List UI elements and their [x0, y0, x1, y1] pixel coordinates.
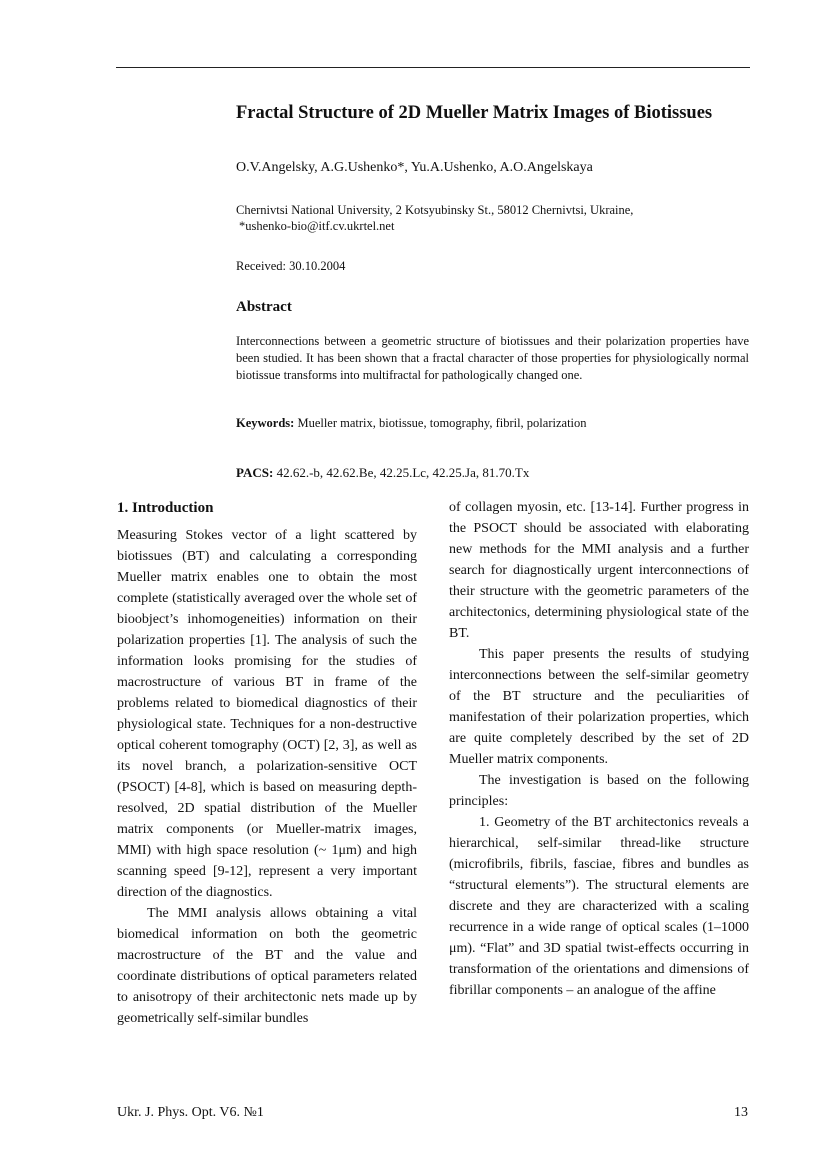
keywords-text: Mueller matrix, biotissue, tomography, fibril, polarization	[294, 416, 587, 430]
header-rule	[116, 67, 750, 68]
paper-title: Fractal Structure of 2D Mueller Matrix Images of Biotissues	[236, 103, 713, 123]
intro-paragraph-3: This paper presents the results of studying interconnections between the self-similar geometry of the BT structure and the peculiarities of manifestation of their polarization properties, which are quite completely described by the set of 2D Mueller matrix components.	[449, 647, 749, 767]
journal-citation: Ukr. J. Phys. Opt. V6. №1	[117, 1105, 264, 1120]
author-list: O.V.Angelsky, A.G.Ushenko*, Yu.A.Ushenko, A.O.Angelskaya	[236, 160, 593, 175]
intro-paragraph-2: The MMI analysis allows obtaining a vital biomedical information on both the geometric macrostructure of the BT and the value and coordinate distributions of optical parameters related to anisotropy of their architectonic nets made up by geometrically self-similar bundles	[117, 906, 417, 1026]
principle-1: 1. Geometry of the BT architectonics reveals a hierarchical, self-similar thread-like structure (microfibrils, fibrils, fasciae, fibres and bundles as “structural elements”). The structural elements are discrete and they are characterized with a scaling recurrence in a wide range of optical scales (1–1000 μm). “Flat” and 3D spatial twist-effects occurring in transformation of the orientations and dimensions of fibrillar components – an analogue of the affine	[449, 815, 749, 998]
keywords-label: Keywords:	[236, 416, 295, 430]
intro-paragraph-continued: of collagen myosin, etc. [13-14]. Further progress in the PSOCT should be associated with elaborating new methods for the MMI analysis and a further search for diagnostically urgent interconnections of their structure with the geometric parameters of the architectonics, determining physiological state of the BT.	[449, 500, 749, 641]
section-heading: 1. Introduction	[117, 500, 214, 516]
pacs-label: PACS:	[236, 465, 274, 480]
pacs	[236, 464, 529, 482]
left-column	[117, 525, 417, 1029]
abstract-heading: Abstract	[236, 299, 292, 315]
intro-paragraph-1: Measuring Stokes vector of a light scattered by biotissues (BT) and calculating a corresponding Mueller matrix enables one to obtain the most complete (statistically averaged over the whole set of bioobject’s inhomogeneities) information on their polarization properties [1]. The analysis of such the information looks promising for the studies of macrostructure of various BT in frame of the problems related to biomedical diagnostics of their physiological state. Techniques for a non-destructive optical coherent tomography (OCT) [2, 3], as well as its novel branch, a polarization-sensitive OCT (PSOCT) [4-8], which is based on measuring depth-resolved, 2D spatial distribution of the Mueller matrix components (or Mueller-matrix images, MMI) with high space resolution (~ 1μm) and high scanning speed [9-12], represent a very important direction of the diagnostics.	[117, 528, 417, 900]
right-column	[449, 497, 749, 1001]
affiliation	[236, 202, 756, 234]
abstract-text: Interconnections between a geometric structure of biotissues and their polarization properties have been studied. It has been shown that a fractal character of those properties for physiologically normal biotissue transforms into multifractal for pathologically changed one.	[236, 334, 749, 382]
keywords	[236, 415, 587, 431]
affiliation-address: Chernivtsi National University, 2 Kotsyubinsky St., 58012 Chernivtsi, Ukraine,	[236, 203, 634, 217]
pacs-text: 42.62.-b, 42.62.Be, 42.25.Lc, 42.25.Ja, 81.70.Tx	[273, 465, 530, 480]
page-number: 13	[734, 1105, 748, 1120]
intro-paragraph-4: The investigation is based on the following principles:	[449, 773, 749, 809]
affiliation-email: *ushenko-bio@itf.cv.ukrtel.net	[239, 219, 395, 233]
received-date: Received: 30.10.2004	[236, 259, 346, 273]
